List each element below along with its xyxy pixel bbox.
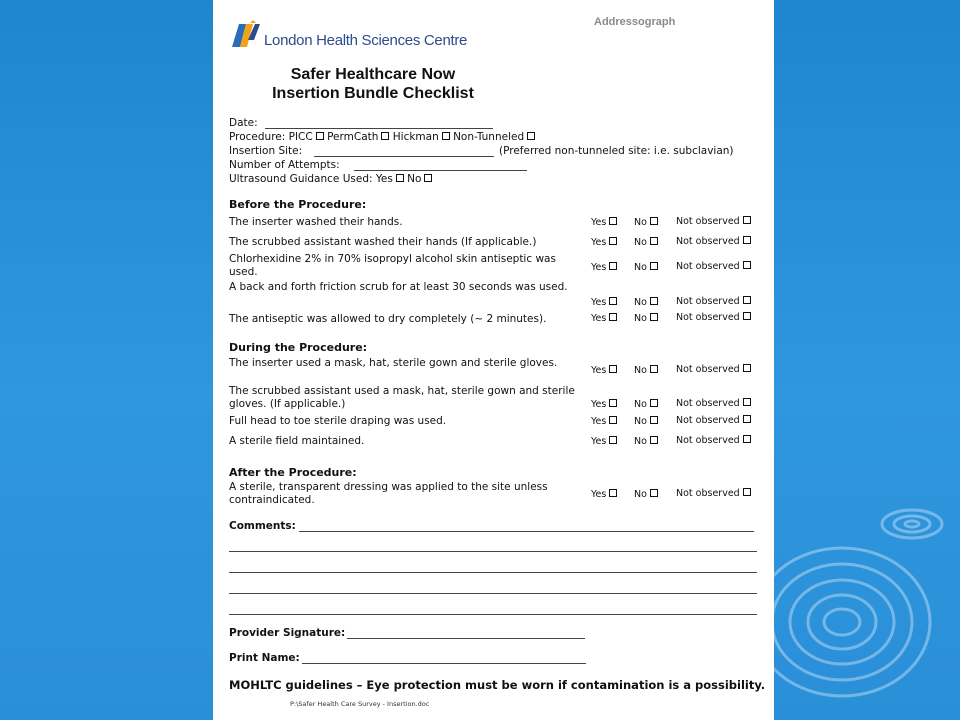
provider-signature-label: Provider Signature:: [229, 627, 346, 639]
not-observed-checkbox[interactable]: [743, 415, 751, 423]
signature-line[interactable]: [347, 638, 585, 639]
answer-row: [634, 436, 658, 447]
not-observed-checkbox[interactable]: [743, 296, 751, 304]
no-label: No: [634, 416, 647, 427]
not-observed-checkbox[interactable]: [743, 261, 751, 269]
yes-checkbox[interactable]: [609, 262, 617, 270]
checklist-item: The scrubbed assistant washed their hands (If applicable.): [229, 236, 537, 248]
no-checkbox[interactable]: [650, 489, 658, 497]
answer-row: [634, 297, 658, 308]
checklist-item: A sterile field maintained.: [229, 435, 365, 447]
no-label: No: [634, 489, 647, 500]
not-observed-label: Not observed: [676, 488, 740, 499]
no-label: No: [634, 217, 647, 228]
permcath-label: PermCath: [327, 131, 379, 143]
date-line[interactable]: [265, 128, 493, 129]
section-after-title: After the Procedure:: [229, 466, 357, 479]
yes-label: Yes: [591, 313, 607, 324]
not-observed-checkbox[interactable]: [743, 398, 751, 406]
no-checkbox[interactable]: [650, 313, 658, 321]
answer-row: [591, 262, 617, 273]
checklist-form-page: [213, 0, 774, 720]
non-tunneled-checkbox[interactable]: [527, 132, 535, 140]
answer-row: [634, 416, 658, 427]
no-checkbox[interactable]: [650, 217, 658, 225]
not-observed-label: Not observed: [676, 312, 740, 323]
comments-line[interactable]: [229, 614, 757, 615]
not-observed-label: Not observed: [676, 398, 740, 409]
insertion-site-line[interactable]: [314, 156, 494, 157]
answer-row: [676, 261, 751, 272]
answer-row: [591, 365, 617, 376]
no-checkbox[interactable]: [650, 436, 658, 444]
comments-line[interactable]: [229, 572, 757, 573]
procedure-field: [229, 131, 535, 143]
answer-row: [591, 297, 617, 308]
addressograph-label: Addressograph: [594, 16, 676, 28]
answer-row: [634, 365, 658, 376]
not-observed-checkbox[interactable]: [743, 312, 751, 320]
answer-row: [676, 312, 751, 323]
yes-checkbox[interactable]: [609, 365, 617, 373]
answer-row: [591, 399, 617, 410]
answer-row: [634, 313, 658, 324]
answer-row: [676, 296, 751, 307]
attempts-label: Number of Attempts:: [229, 159, 340, 171]
not-observed-label: Not observed: [676, 435, 740, 446]
no-label: No: [634, 365, 647, 376]
yes-label: Yes: [591, 489, 607, 500]
answer-row: [634, 399, 658, 410]
checklist-item: The antiseptic was allowed to dry completely (~ 2 minutes).: [229, 313, 547, 325]
yes-label: Yes: [591, 365, 607, 376]
not-observed-checkbox[interactable]: [743, 216, 751, 224]
not-observed-checkbox[interactable]: [743, 488, 751, 496]
yes-label: Yes: [591, 436, 607, 447]
answer-row: [591, 313, 617, 324]
comments-line[interactable]: [229, 593, 757, 594]
checklist-item: A back and forth friction scrub for at least 30 seconds was used.: [229, 281, 568, 293]
yes-checkbox[interactable]: [609, 237, 617, 245]
print-name-line[interactable]: [302, 663, 586, 664]
no-checkbox[interactable]: [650, 297, 658, 305]
not-observed-label: Not observed: [676, 216, 740, 227]
answer-row: [591, 237, 617, 248]
answer-row: [591, 436, 617, 447]
form-title-line1: Safer Healthcare Now: [290, 66, 456, 83]
ultrasound-no-label: No: [407, 173, 422, 185]
not-observed-checkbox[interactable]: [743, 236, 751, 244]
not-observed-checkbox[interactable]: [743, 435, 751, 443]
answer-row: [676, 236, 751, 247]
organization-name: London Health Sciences Centre: [264, 32, 468, 49]
comments-line[interactable]: [229, 551, 757, 552]
yes-label: Yes: [591, 217, 607, 228]
yes-checkbox[interactable]: [609, 416, 617, 424]
not-observed-checkbox[interactable]: [743, 364, 751, 372]
insertion-site-label: Insertion Site:: [229, 145, 303, 157]
attempts-line[interactable]: [354, 170, 527, 171]
answer-row: [634, 237, 658, 248]
checklist-item: Full head to toe sterile draping was used.: [229, 415, 447, 427]
answer-row: [676, 415, 751, 426]
mohltc-guideline-note: MOHLTC guidelines – Eye protection must be worn if contamination is a possibility.: [229, 678, 766, 692]
no-label: No: [634, 436, 647, 447]
hickman-label: Hickman: [392, 131, 439, 143]
checklist-item: Chlorhexidine 2% in 70% isopropyl alcohol skin antiseptic was used.: [229, 253, 556, 278]
comments-label: Comments:: [229, 520, 296, 532]
yes-checkbox[interactable]: [609, 436, 617, 444]
yes-checkbox[interactable]: [609, 399, 617, 407]
yes-checkbox[interactable]: [609, 313, 617, 321]
answer-row: [676, 435, 751, 446]
date-label: Date:: [229, 117, 258, 129]
no-checkbox[interactable]: [650, 416, 658, 424]
no-checkbox[interactable]: [650, 399, 658, 407]
ultrasound-label: Ultrasound Guidance Used: Yes: [229, 173, 393, 185]
non-tunneled-label: Non-Tunneled: [453, 131, 525, 143]
answer-row: [676, 488, 751, 499]
checklist-item: The inserter used a mask, hat, sterile gown and sterile gloves.: [229, 357, 558, 369]
answer-row: [634, 489, 658, 500]
form-title-line2: Insertion Bundle Checklist: [272, 85, 474, 102]
ultrasound-yes-checkbox[interactable]: [396, 174, 404, 182]
lhsc-logo-icon: [231, 20, 261, 50]
permcath-checkbox[interactable]: [381, 132, 389, 140]
answer-row: [591, 416, 617, 427]
not-observed-label: Not observed: [676, 261, 740, 272]
no-label: No: [634, 399, 647, 410]
checklist-item: A sterile, transparent dressing was applied to the site unless contraindicated.: [229, 481, 548, 506]
not-observed-label: Not observed: [676, 415, 740, 426]
insertion-site-note: (Preferred non-tunneled site: i.e. subclavian): [499, 145, 734, 157]
no-checkbox[interactable]: [650, 262, 658, 270]
no-checkbox[interactable]: [650, 365, 658, 373]
answer-row: [676, 398, 751, 409]
yes-label: Yes: [591, 237, 607, 248]
hickman-checkbox[interactable]: [442, 132, 450, 140]
answer-row: [676, 216, 751, 227]
section-before-title: Before the Procedure:: [229, 198, 367, 211]
yes-label: Yes: [591, 262, 607, 273]
yes-label: Yes: [591, 297, 607, 308]
answer-row: [676, 364, 751, 375]
picc-checkbox[interactable]: [316, 132, 324, 140]
procedure-label: Procedure: PICC: [229, 131, 313, 143]
answer-row: [634, 262, 658, 273]
print-name-label: Print Name:: [229, 652, 300, 664]
yes-checkbox[interactable]: [609, 297, 617, 305]
no-label: No: [634, 262, 647, 273]
ultrasound-no-checkbox[interactable]: [424, 174, 432, 182]
checklist-item: The scrubbed assistant used a mask, hat, sterile gown and sterile gloves. (If applicable.): [229, 385, 575, 410]
not-observed-label: Not observed: [676, 236, 740, 247]
checklist-item: The inserter washed their hands.: [229, 216, 403, 228]
no-label: No: [634, 297, 647, 308]
yes-checkbox[interactable]: [609, 489, 617, 497]
answer-row: [591, 489, 617, 500]
ultrasound-field: [229, 173, 432, 185]
answer-row: [634, 217, 658, 228]
answer-row: [591, 217, 617, 228]
yes-label: Yes: [591, 416, 607, 427]
yes-checkbox[interactable]: [609, 217, 617, 225]
no-label: No: [634, 313, 647, 324]
no-checkbox[interactable]: [650, 237, 658, 245]
comments-line[interactable]: [299, 531, 754, 532]
section-during-title: During the Procedure:: [229, 341, 368, 354]
yes-label: Yes: [591, 399, 607, 410]
not-observed-label: Not observed: [676, 296, 740, 307]
not-observed-label: Not observed: [676, 364, 740, 375]
no-label: No: [634, 237, 647, 248]
footer-file-path: P:\Safer Health Care Survey - Insertion.doc: [290, 700, 430, 708]
